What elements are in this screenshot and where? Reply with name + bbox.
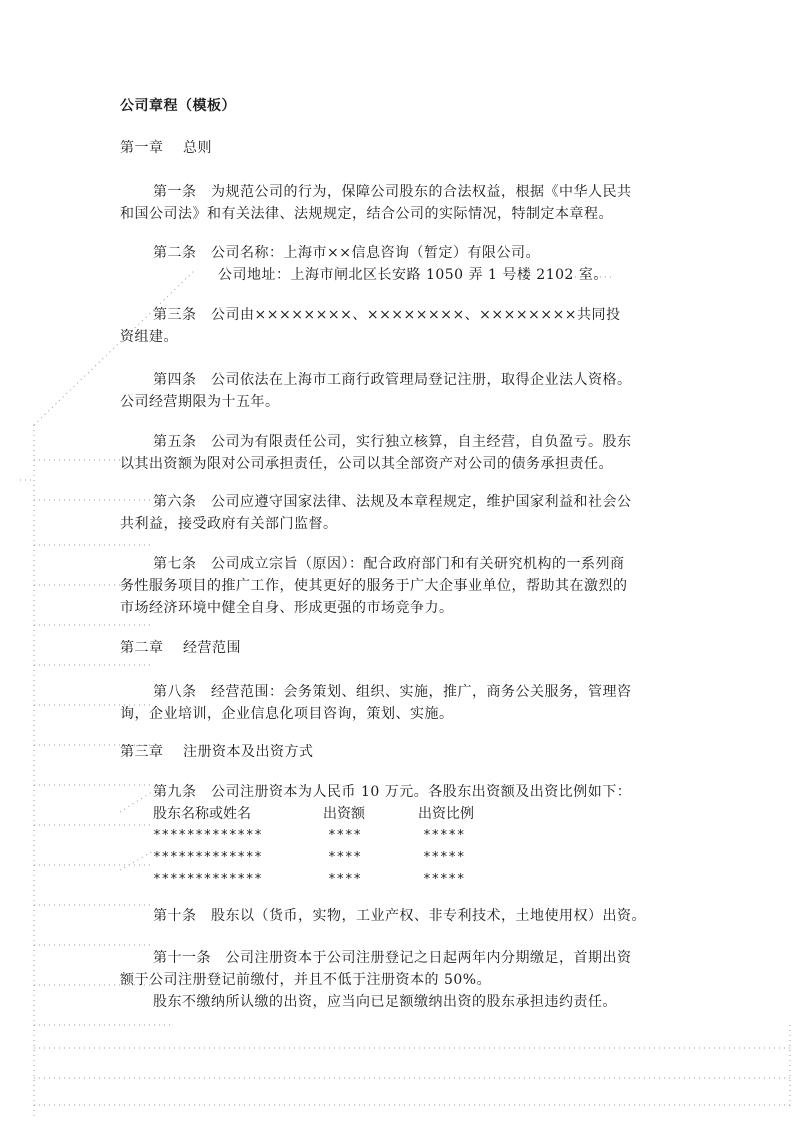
article-6-line-2: 共利益，接受政府有关部门监督。 [120, 516, 338, 532]
article-1-line-1: 第一条 为规范公司的行为，保障公司股东的合法权益，根据《中华人民共 [153, 184, 632, 200]
table-cell: **** [328, 872, 362, 887]
table-cell: **** [328, 828, 362, 843]
article-5-line-2: 以其出资额为限对公司承担责任，公司以其全部资产对公司的债务承担责任。 [120, 456, 613, 472]
table-cell: ***** [423, 872, 466, 887]
article-4-line-1: 第四条 公司依法在上海市工商行政管理局登记注册，取得企业法人资格。 [153, 372, 632, 388]
article-6-line-1: 第六条 公司应遵守国家法律、法规及本章程规定，维护国家利益和社会公 [153, 494, 632, 510]
article-8-line-1: 第八条 经营范围：会务策划、组织、实施，推广，商务公关服务，管理咨 [153, 684, 632, 700]
article-10-line-1: 第十条 股东以（货币，实物，工业产权、非专利技术，土地使用权）出资。 [153, 908, 646, 924]
table-header-name: 股东名称或姓名 [153, 806, 251, 822]
article-2-line-1: 第二条 公司名称：上海市××信息咨询（暂定）有限公司。 [153, 245, 540, 261]
article-7-line-3: 市场经济环境中健全自身、形成更强的市场竞争力。 [120, 600, 454, 616]
document-title: 公司章程（模板） [120, 98, 236, 114]
article-4-line-2: 公司经营期限为十五年。 [120, 394, 280, 410]
article-3-line-1: 第三条 公司由××××××××、××××××××、××××××××共同投 [153, 307, 621, 323]
table-cell: ***** [423, 828, 466, 843]
chapter-heading: 第一章 总则 [120, 140, 212, 156]
article-11-line-3: 股东不缴纳所认缴的出资，应当向已足额缴纳出资的股东承担违约责任。 [153, 994, 617, 1010]
article-7-line-2: 务性服务项目的推广工作，使其更好的服务于广大企事业单位，帮助其在激烈的 [120, 578, 628, 594]
article-5-line-1: 第五条 公司为有限责任公司，实行独立核算，自主经营，自负盈亏。股东 [153, 434, 632, 450]
article-11-line-1: 第十一条 公司注册资本于公司注册登记之日起两年内分期缴足，首期出资 [153, 950, 632, 966]
shareholder-table [153, 804, 493, 888]
article-7-line-1: 第七条 公司成立宗旨（原因）：配合政府部门和有关研究机构的一系列商 [153, 556, 625, 572]
table-header-ratio: 出资比例 [418, 806, 474, 822]
article-8-line-2: 询，企业培训，企业信息化项目咨询，策划、实施。 [120, 706, 454, 722]
chapter-heading: 第二章 经营范围 [120, 640, 241, 656]
article-9-line-1: 第九条 公司注册资本为人民币 10 万元。各股东出资额及出资比例如下： [153, 784, 632, 800]
table-cell: ***** [423, 850, 466, 865]
table-cell: ************* [153, 872, 263, 887]
article-3-line-2: 资组建。 [120, 329, 178, 345]
chapter-heading: 第三章 注册资本及出资方式 [120, 744, 314, 760]
table-cell: ************* [153, 828, 263, 843]
table-cell: **** [328, 850, 362, 865]
article-2-line-2: 公司地址：上海市闸北区长安路 1050 弄 1 号楼 2102 室。 [218, 267, 608, 283]
table-header-amount: 出资额 [323, 806, 365, 822]
article-11-line-2: 额于公司注册登记前缴付，并且不低于注册资本的 50%。 [120, 972, 492, 988]
table-cell: ************* [153, 850, 263, 865]
article-1-line-2: 和国公司法》和有关法律、法规规定，结合公司的实际情况，特制定本章程。 [120, 206, 613, 222]
